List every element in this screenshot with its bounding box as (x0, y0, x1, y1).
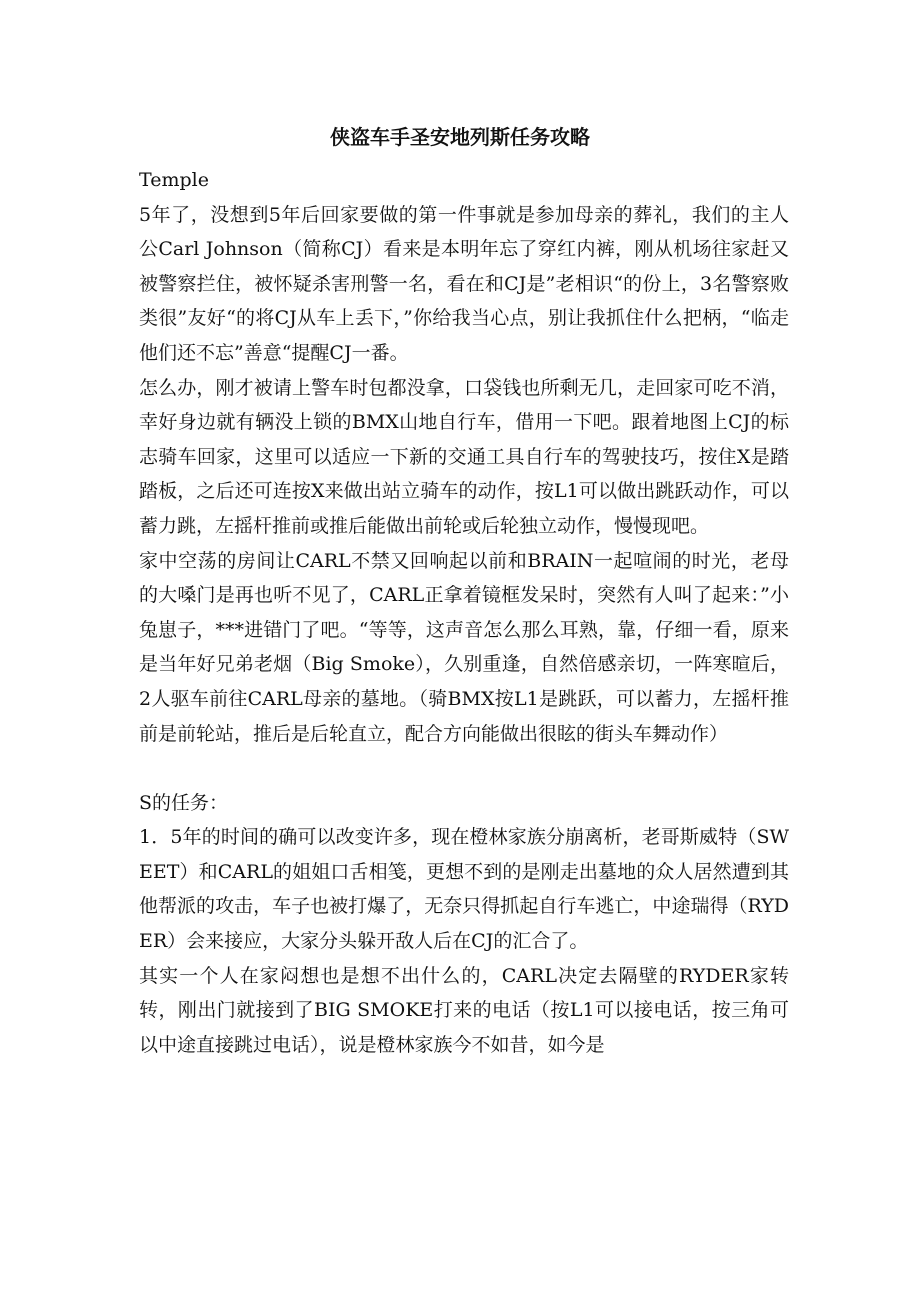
paragraph-ryder-visit: 其实一个人在家闷想也是想不出什么的，CARL决定去隔壁的RYDER家转转，刚出门就接到了BIG SMOKE打来的电话（按L1可以接电话，按三角可以中途直接跳过电话），说是橙林家族今不如昔，如今是 (139, 964, 789, 1056)
paragraph-home-smoke: 家中空荡的房间让CARL不禁又回响起以前和BRAIN一起喧闹的时光，老母的大嗓门是再也听不见了，CARL正拿着镜框发呆时，突然有人叫了起来：”小兔崽子，***进错门了吧。“等等，这声音怎么那么耳熟，靠，仔细一看，原来是当年好兄弟老烟（Big Smoke），久别重逢，自然倍感亲切，一阵寒暄后，2人驱车前往CARL母亲的墓地。（骑BMX按L1是跳跃，可以蓄力，左摇杆推前是前轮站，推后是后轮直立，配合方向能做出很眩的街头车舞动作） (139, 549, 789, 745)
paragraph-s-missions-heading: S的任务： (139, 791, 229, 814)
paragraph-bmx-ride: 怎么办，刚才被请上警车时包都没拿，口袋钱也所剩无几，走回家可吃不消，幸好身边就有辆没上锁的BMX山地自行车，借用一下吧。跟着地图上CJ的标志骑车回家，这里可以适应一下新的交通工具自行车的驾驶技巧，按住X是踏踏板，之后还可连按X来做出站立骑车的动作，按L1可以做出跳跃动作，可以蓄力跳，左摇杆推前或推后能做出前轮或后轮独立动作，慢慢现吧。 (139, 376, 789, 537)
paragraph-mission-1: 1．5年的时间的确可以改变许多，现在橙林家族分崩离析，老哥斯威特（SWEET）和CARL的姐姐口舌相笺，更想不到的是刚走出墓地的众人居然遭到其他帮派的攻击，车子也被打爆了，无奈只得抓起自行车逃亡，中途瑞得（RYDER）会来接应，大家分头躲开敌人后在CJ的汇合了。 (139, 826, 789, 953)
document-title: 侠盗车手圣安地列斯任务攻略 (330, 125, 590, 149)
paragraph-intro: 5年了，没想到5年后回家要做的第一件事就是参加母亲的葬礼，我们的主人公Carl Johnson（简称CJ）看来是本明年忘了穿红内裤，刚从机场往家赶又被警察拦住，被怀疑杀害刑警一名，看在和CJ是”老相识“的份上，3名警察败类很”友好“的将CJ从车上丢下，”你给我当心点，别让我抓住什么把柄，“临走他们还不忘”善意“提醒CJ一番。 (139, 203, 789, 364)
document-body (139, 163, 789, 1062)
blank-line (139, 751, 789, 786)
paragraph-temple-heading: Temple (139, 169, 209, 191)
